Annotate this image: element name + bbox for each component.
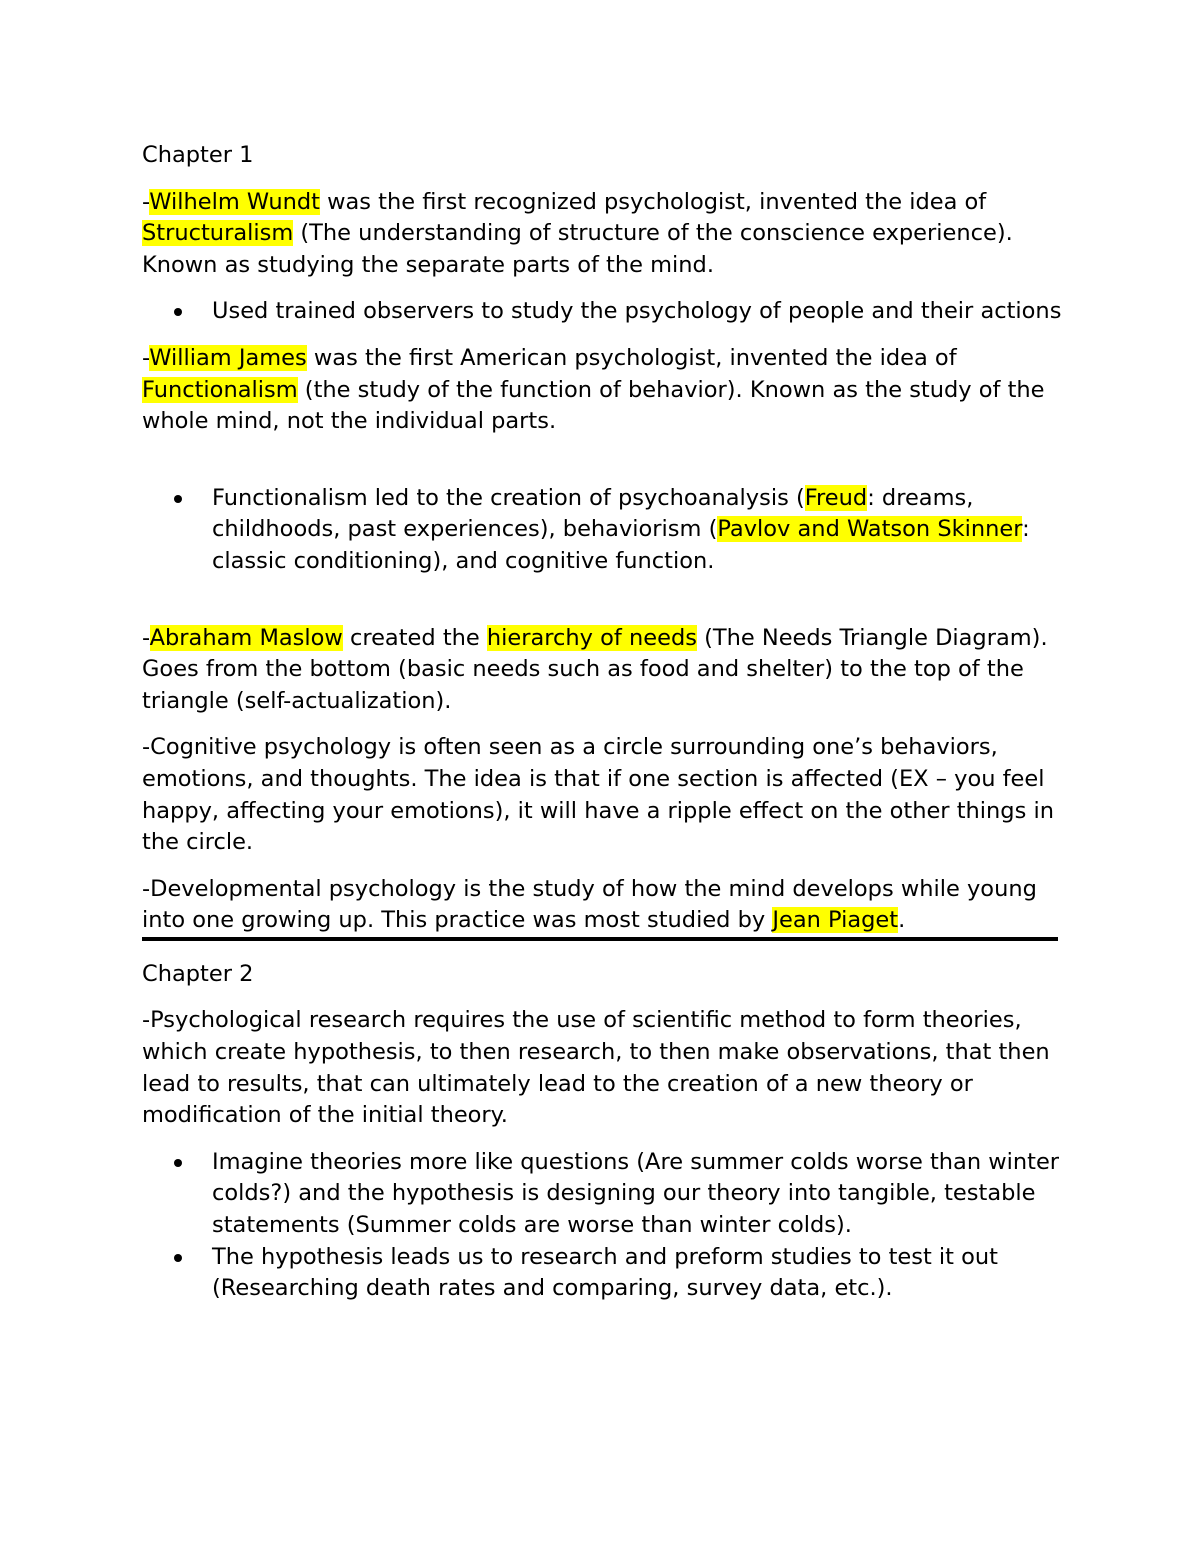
highlight-hierarchy-of-needs: hierarchy of needs bbox=[486, 624, 697, 651]
highlight-structuralism: Structuralism bbox=[142, 220, 294, 247]
wundt-text-2: (The understanding of structure of the conscience experience). Known as studying the separate parts of the mind. bbox=[142, 220, 1013, 278]
dash: - bbox=[142, 624, 150, 651]
highlight-functionalism: Functionalism bbox=[142, 376, 298, 403]
wundt-paragraph bbox=[142, 187, 1062, 282]
document-page bbox=[142, 140, 1062, 1320]
list-item: Used trained observers to study the psychology of people and their actions bbox=[142, 296, 1062, 328]
dash: - bbox=[142, 344, 150, 371]
blank-line bbox=[142, 593, 1062, 623]
list-item: The hypothesis leads us to research and preform studies to test it out (Researching death rates and comparing, survey data, etc.). bbox=[142, 1242, 1062, 1305]
james-paragraph bbox=[142, 343, 1062, 438]
wundt-text-1: was the first recognized psychologist, invented the idea of bbox=[319, 188, 987, 215]
research-bullet-list bbox=[142, 1147, 1062, 1305]
maslow-text-2: (The Needs Triangle Diagram). Goes from the bottom (basic needs such as food and shelter) to the top of the triangle (self-actualization). bbox=[142, 624, 1048, 714]
james-text-1: was the first American psychologist, invented the idea of bbox=[306, 344, 957, 371]
func-text-1: Functionalism led to the creation of psychoanalysis ( bbox=[212, 484, 805, 511]
highlight-jean-piaget: Jean Piaget bbox=[772, 907, 899, 934]
maslow-paragraph bbox=[142, 623, 1062, 718]
maslow-text-1: created the bbox=[342, 624, 487, 651]
developmental-paragraph bbox=[142, 874, 1058, 937]
cognitive-paragraph: -Cognitive psychology is often seen as a circle surrounding one’s behaviors, emotions, and thoughts. The idea is that if one section is affected (EX – you feel happy, affecting your emotions), it will have a ripple effect on the other things in the circle. bbox=[142, 734, 1054, 856]
dash: - bbox=[142, 188, 150, 215]
func-text-2: : dreams, childhoods, past experiences), behaviorism ( bbox=[212, 484, 974, 543]
james-text-2: (the study of the function of behavior). Known as the study of the whole mind, not the individual parts. bbox=[142, 376, 1045, 435]
highlight-wilhelm-wundt: Wilhelm Wundt bbox=[149, 188, 320, 215]
chapter-divider bbox=[142, 874, 1058, 941]
func-text-3: : classic conditioning), and cognitive function. bbox=[212, 516, 1030, 574]
developmental-text-2: . bbox=[898, 907, 906, 934]
highlight-freud: Freud bbox=[804, 484, 868, 511]
list-item: Imagine theories more like questions (Are summer colds worse than winter colds?) and the hypothesis is designing our theory into tangible, testable statements (Summer colds are worse than winter colds). bbox=[142, 1147, 1062, 1242]
chapter-2-heading: Chapter 2 bbox=[142, 960, 254, 987]
highlight-william-james: William James bbox=[149, 344, 307, 371]
functionalism-bullet-list bbox=[142, 483, 1062, 578]
chapter-1-heading: Chapter 1 bbox=[142, 142, 254, 168]
research-paragraph: -Psychological research requires the use of scientific method to form theories, which create hypothesis, to then research, to then make observations, that then lead to results, that can ultimately lead to the creation of a new theory or modification of the initial theory. bbox=[142, 1007, 1050, 1129]
wundt-bullet-list bbox=[142, 296, 1062, 328]
developmental-text-1: -Developmental psychology is the study of how the mind develops while young into one growing up. This practice was most studied by bbox=[142, 875, 1037, 934]
blank-line bbox=[142, 453, 1062, 483]
highlight-abraham-maslow: Abraham Maslow bbox=[149, 624, 343, 651]
highlight-pavlov-watson-skinner: Pavlov and Watson Skinner bbox=[717, 516, 1023, 543]
list-item bbox=[142, 483, 1062, 578]
